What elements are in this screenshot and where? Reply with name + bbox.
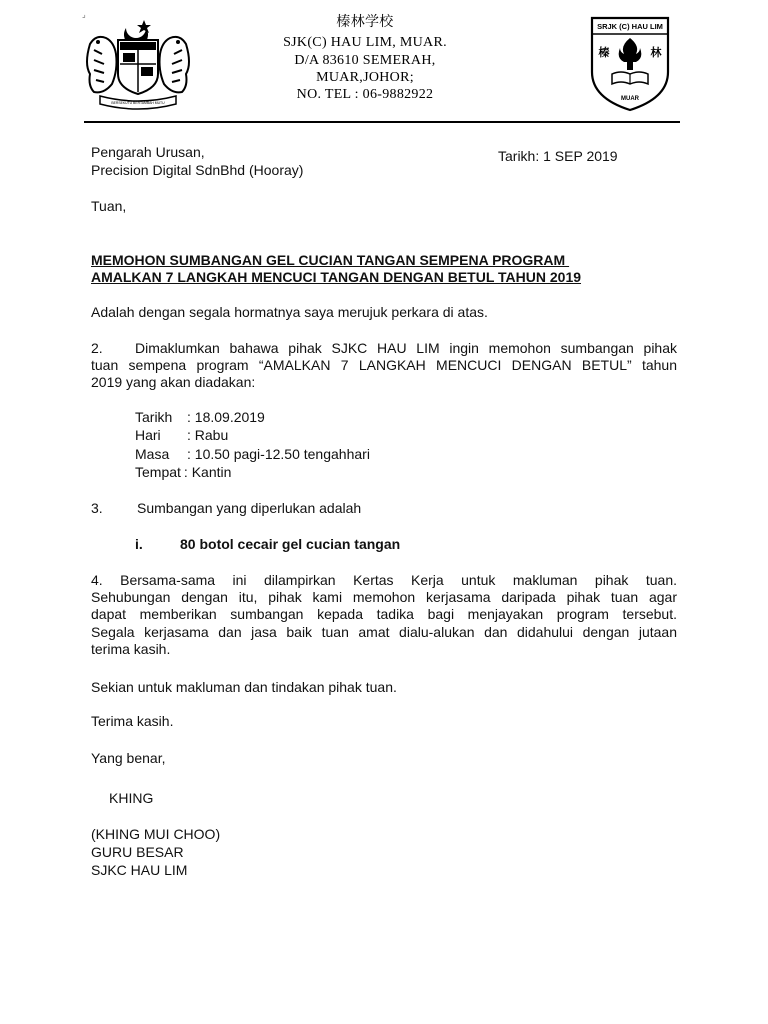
detail-label: Tempat xyxy=(135,464,181,480)
item-text: 80 botol cecair gel cucian tangan xyxy=(180,536,401,552)
school-address-1: D/A 83610 SEMERAH, xyxy=(294,53,436,68)
detail-row xyxy=(135,426,228,444)
detail-label: Tarikh xyxy=(135,409,173,425)
para4-line-4: Segala kerjasama dan jasa baik tuan amat dialu-alukan dan didahului dengan jutaan xyxy=(91,624,677,640)
para2-line-3: 2019 yang akan diadakan: xyxy=(91,374,256,390)
detail-row xyxy=(135,445,370,463)
school-telephone: NO. TEL : 06-9882922 xyxy=(296,87,434,102)
detail-value: : 18.09.2019 xyxy=(187,409,265,425)
school-chinese-name: 榛林学校 xyxy=(336,15,394,30)
letterhead-divider xyxy=(84,121,680,123)
intro-paragraph: Adalah dengan segala hormatnya saya merujuk perkara di atas. xyxy=(91,304,488,320)
emblem-motto: BERSEKUTU BERTAMBAH MUTU xyxy=(111,101,165,105)
school-name: SJK(C) HAU LIM, MUAR. xyxy=(283,35,447,50)
crest-school-name: SRJK (C) HAU LIM xyxy=(597,22,663,31)
detail-row xyxy=(135,408,265,426)
closing-line: Sekian untuk makluman dan tindakan pihak tuan. xyxy=(91,679,397,695)
detail-value: : 10.50 pagi-12.50 tengahhari xyxy=(187,446,370,462)
school-crest xyxy=(588,14,672,112)
para4-line-3: dapat memberikan sumbangan kepada tadika bagi menjayakan program tersebut. xyxy=(91,606,677,622)
recipient-title: Pengarah Urusan, xyxy=(91,144,205,160)
signatory-school: SJKC HAU LIM xyxy=(91,862,188,878)
recipient-company: Precision Digital SdnBhd (Hooray) xyxy=(91,162,304,178)
para4-line-2: Sehubungan dengan itu, pihak kami memohon kerjasama daripada pihak tuan agar xyxy=(91,589,677,605)
detail-row xyxy=(135,463,231,481)
para4-line-5: terima kasih. xyxy=(91,641,171,657)
subject-line-2: AMALKAN 7 LANGKAH MENCUCI TANGAN DENGAN BETUL TAHUN 2019 xyxy=(91,269,582,285)
subject-line-1: MEMOHON SUMBANGAN GEL CUCIAN TANGAN SEMPENA PROGRAM xyxy=(91,252,570,268)
signatory-name: (KHING MUI CHOO) xyxy=(91,826,221,842)
coat-of-arms-emblem xyxy=(82,14,194,110)
para2-number: 2. xyxy=(91,340,103,356)
letter-date: Tarikh: 1 SEP 2019 xyxy=(498,148,618,164)
crest-character-right: 林 xyxy=(650,46,662,59)
school-address-2: MUAR,JOHOR; xyxy=(316,70,414,85)
signature: KHING xyxy=(109,790,154,806)
salutation: Tuan, xyxy=(91,198,127,214)
detail-value: : Rabu xyxy=(187,427,229,443)
thanks-line: Terima kasih. xyxy=(91,713,174,729)
corner-mark: ⌟ xyxy=(82,10,86,19)
para3-text: Sumbangan yang diperlukan adalah xyxy=(137,500,362,516)
detail-value: : Kantin xyxy=(183,464,232,480)
para2-line-1: Dimaklumkan bahawa pihak SJKC HAU LIM ingin memohon sumbangan pihak xyxy=(135,340,677,356)
crest-character-left: 榛 xyxy=(598,46,610,59)
para3-number: 3. xyxy=(91,500,103,516)
crest-muar: MUAR xyxy=(621,96,639,102)
detail-label: Hari xyxy=(135,427,161,443)
para4-line-1: 4. Bersama-sama ini dilampirkan Kertas Kerja untuk makluman pihak tuan. xyxy=(91,572,677,588)
signatory-title: GURU BESAR xyxy=(91,844,184,860)
para2-line-2: tuan sempena program “AMALKAN 7 LANGKAH MENCUCI DENGAN BETUL” tahun xyxy=(91,357,677,373)
yours-line: Yang benar, xyxy=(91,750,166,766)
item-number: i. xyxy=(135,536,143,552)
detail-label: Masa xyxy=(135,446,170,462)
